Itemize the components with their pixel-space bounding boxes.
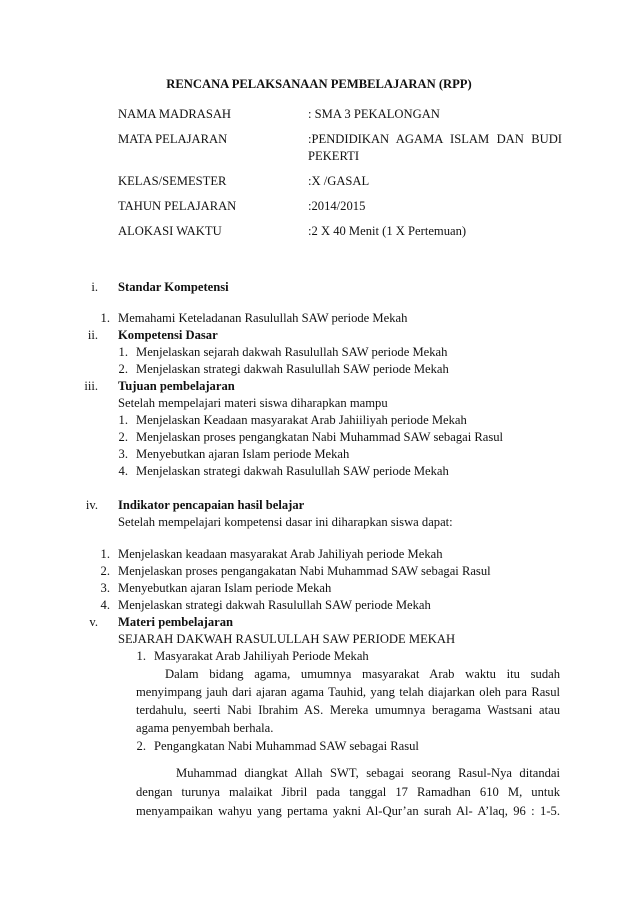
list-item-text: Menjelaskan strategi dakwah Rasulullah SAW periode Mekah	[136, 464, 449, 478]
info-value-madrasah: : SMA 3 PEKALONGAN	[308, 107, 440, 121]
list-item-text: Menjelaskan strategi dakwah Rasulullah SAW periode Mekah	[136, 362, 449, 376]
section-number-materi: v.	[89, 615, 98, 629]
info-value-alokasi-waktu: :2 X 40 Menit (1 X Pertemuan)	[308, 224, 467, 238]
list-item-text: Menjelaskan keadaan masyarakat Arab Jahiliyah periode Mekah	[118, 547, 443, 561]
list-item-text: Menjelaskan sejarah dakwah Rasulullah SAW periode Mekah	[136, 345, 448, 359]
list-item-text: Menjelaskan Keadaan masyarakat Arab Jahiiliyah periode Mekah	[136, 413, 467, 427]
subsection-number: 1.	[136, 649, 146, 663]
list-item-number: 1.	[100, 311, 110, 325]
info-label-madrasah: NAMA MADRASAH	[118, 107, 232, 121]
paragraph-line: Dalam bidang agama, umumnya masyarakat Arab waktu itu sudah	[165, 667, 560, 681]
paragraph-line: menyimpang jauh dari ajaran agama Tauhid, yang telah diajarkan oleh para Rasul	[136, 685, 560, 699]
list-item-number: 2.	[100, 564, 110, 578]
list-item-number: 1.	[118, 413, 128, 427]
info-label-kelas-semester: KELAS/SEMESTER	[118, 174, 227, 188]
section-intro-tujuan: Setelah mempelajari materi siswa diharapkan mampu	[118, 396, 388, 410]
list-item-number: 3.	[118, 447, 128, 461]
info-label-alokasi-waktu: ALOKASI WAKTU	[118, 224, 222, 238]
list-item-number: 4.	[118, 464, 128, 478]
document-title: RENCANA PELAKSANAAN PEMBELAJARAN (RPP)	[166, 77, 472, 91]
info-value-mata-pelajaran: :PENDIDIKAN AGAMA ISLAM DAN BUDI PEKERTI	[308, 132, 562, 163]
list-item-text: Menyebutkan ajaran Islam periode Mekah	[136, 447, 350, 461]
subsection-number: 2.	[136, 739, 146, 753]
info-label-tahun-pelajaran: TAHUN PELAJARAN	[118, 199, 237, 213]
subsection-title: Pengangkatan Nabi Muhammad SAW sebagai Rasul	[154, 739, 419, 753]
info-label-mata-pelajaran: MATA PELAJARAN	[118, 132, 228, 146]
list-item-number: 4.	[100, 598, 110, 612]
paragraph-line: dengan turunya malaikat Jibril pada tanggal 17 Ramadhan 610 M, untuk	[136, 785, 560, 799]
list-item-number: 1.	[118, 345, 128, 359]
section-number-kompetensi: ii.	[87, 328, 98, 342]
section-heading-tujuan: Tujuan pembelajaran	[118, 379, 235, 393]
list-item-text: Memahami Keteladanan Rasulullah SAW periode Mekah	[118, 311, 408, 325]
section-intro-indikator: Setelah mempelajari kompetensi dasar ini diharapkan siswa dapat:	[118, 515, 453, 529]
list-item-text: Menyebutkan ajaran Islam periode Mekah	[118, 581, 332, 595]
list-item-number: 1.	[100, 547, 110, 561]
paragraph-line: terdahulu, seerti Nabi Ibrahim AS. Mereka umumnya beragama Wastsani atau	[136, 703, 560, 717]
info-value-kelas-semester: :X /GASAL	[308, 174, 370, 188]
subsection-title: Masyarakat Arab Jahiliyah Periode Mekah	[154, 649, 369, 663]
list-item-number: 3.	[100, 581, 110, 595]
list-item-text: Menjelaskan proses pengangakatan Nabi Muhammad SAW sebagai Rasul	[118, 564, 491, 578]
section-heading-indikator: Indikator pencapaian hasil belajar	[118, 498, 305, 512]
section-number-tujuan: iii.	[84, 379, 98, 393]
list-item-text: Menjelaskan strategi dakwah Rasulullah SAW periode Mekah	[118, 598, 431, 612]
section-heading-standar: Standar Kompetensi	[118, 280, 229, 294]
paragraph-line: menyampaikan wahyu yang pertama yakni Al-Qur’an surah Al- A’laq, 96 : 1-5.	[136, 804, 560, 818]
paragraph-line: agama penyembah berhala.	[136, 721, 274, 735]
section-heading-materi: Materi pembelajaran	[118, 615, 234, 629]
info-value-tahun-pelajaran: :2014/2015	[308, 199, 366, 213]
section-number-standar: i.	[91, 280, 98, 294]
list-item-number: 2.	[118, 430, 128, 444]
list-item-number: 2.	[118, 362, 128, 376]
section-number-indikator: iv.	[85, 498, 98, 512]
section-heading-kompetensi: Kompetensi Dasar	[118, 328, 218, 342]
materi-subtitle: SEJARAH DAKWAH RASULULLAH SAW PERIODE MEKAH	[118, 632, 456, 646]
paragraph-line: Muhammad diangkat Allah SWT, sebagai seorang Rasul-Nya ditandai	[176, 766, 560, 780]
list-item-text: Menjelaskan proses pengangkatan Nabi Muhammad SAW sebagai Rasul	[136, 430, 504, 444]
